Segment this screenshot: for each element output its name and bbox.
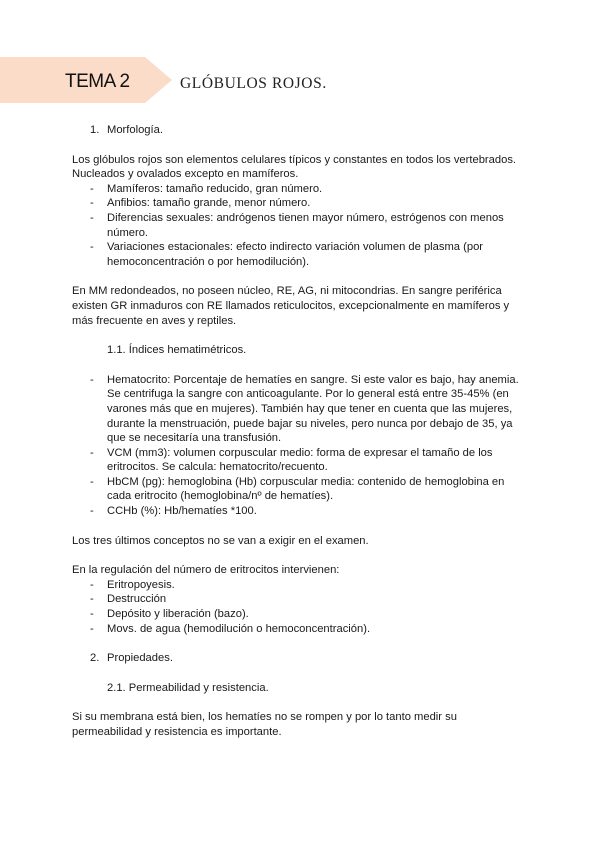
list-item [72,592,524,607]
list-item [72,578,524,593]
bullet-list [72,182,524,270]
dash-marker: - [90,475,94,488]
list-item-text: Eritropoyesis. [107,578,175,591]
subsection-2-1-heading: 2.1. Permeabilidad y resistencia. [107,681,269,694]
paragraph: En la regulación del número de eritrocitos intervienen: [72,564,340,577]
dash-marker: - [90,578,94,591]
list-item-text: HbCM (pg): hemoglobina (Hb) corpuscular media: contenido de hemoglobina en cada eritrocito (hemoglobina/nº de hematíes). [107,475,505,503]
list-item [72,373,524,446]
list-item [72,196,524,211]
paragraph: En MM redondeados, no poseen núcleo, RE, AG, ni mitocondrias. En sangre periférica existen GR inmaduros con RE llamados reticulocitos, excepcionalmente en mamíferos y más frecuente en aves y reptiles. [72,285,510,327]
list-item-text: Anfibios: tamaño grande, menor número. [107,197,311,210]
list-item-text: Hematocrito: Porcentaje de hematíes en sangre. Si este valor es bajo, hay anemia. Se centrifuga la sangre con anticoagulante. Por lo general está entre 35-45% (en varones más que en mujeres). También hay que tener en cuenta que las mujeres, durante la menstruación, puede bajar su niveles, pero nunca por debajo de 35, ya que se necesitaría una transfusión. [107,373,519,445]
section-label: Propiedades. [107,652,173,665]
list-item [72,504,524,519]
list-item-text: VCM (mm3): volumen corpuscular medio: forma de expresar el tamaño de los eritrocitos. Se calcula: hematocrito/recuento. [107,446,493,474]
list-item [72,240,524,269]
dash-marker: - [90,373,94,386]
list-item-text: CCHb (%): Hb/hematíes *100. [107,505,257,518]
list-item-text: Destrucción [107,593,167,606]
list-item [72,182,524,197]
dash-marker: - [90,608,94,621]
dash-marker: - [90,593,94,606]
section-number: 1. [90,124,100,136]
section-number: 2. [90,652,100,665]
dash-marker: - [90,211,94,224]
document-body [72,120,524,740]
list-item-text: Depósito y liberación (bazo). [107,608,249,621]
list-item [72,475,524,504]
list-item-text: Diferencias sexuales: andrógenos tienen mayor número, estrógenos con menos número. [107,211,504,239]
list-item-text: Mamíferos: tamaño reducido, gran número. [107,182,323,195]
subsection-1-1-heading: 1.1. Índices hematimétricos. [107,344,247,357]
paragraph: Los glóbulos rojos son elementos celulares típicos y constantes en todos los vertebrados. Nucleados y ovalados excepto en mamíferos. [72,153,517,181]
bullet-list [72,373,524,519]
bullet-list [72,578,524,636]
list-item-text: Variaciones estacionales: efecto indirecto variación volumen de plasma (por hemoconcentración o por hemodilución). [107,241,484,268]
section-label: Morfología. [107,124,163,136]
dash-marker: - [90,197,94,210]
section-1-heading [90,123,524,138]
list-item [72,607,524,622]
list-item-text: Movs. de agua (hemodilución o hemoconcentración). [107,622,371,635]
dash-marker: - [90,182,94,195]
dash-marker: - [90,241,94,254]
paragraph: Los tres últimos conceptos no se van a exigir en el examen. [72,534,369,547]
page-title: GLÓBULOS ROJOS. [180,75,327,92]
list-item [72,622,524,637]
list-item [72,211,524,240]
tema-label: TEMA 2 [65,71,130,92]
section-2-heading [90,651,524,666]
dash-marker: - [90,446,94,459]
dash-marker: - [90,622,94,635]
dash-marker: - [90,505,94,518]
list-item [72,446,524,475]
paragraph: Si su membrana está bien, los hematíes no se rompen y por lo tanto medir su permeabilidad y resistencia es importante. [72,711,457,738]
